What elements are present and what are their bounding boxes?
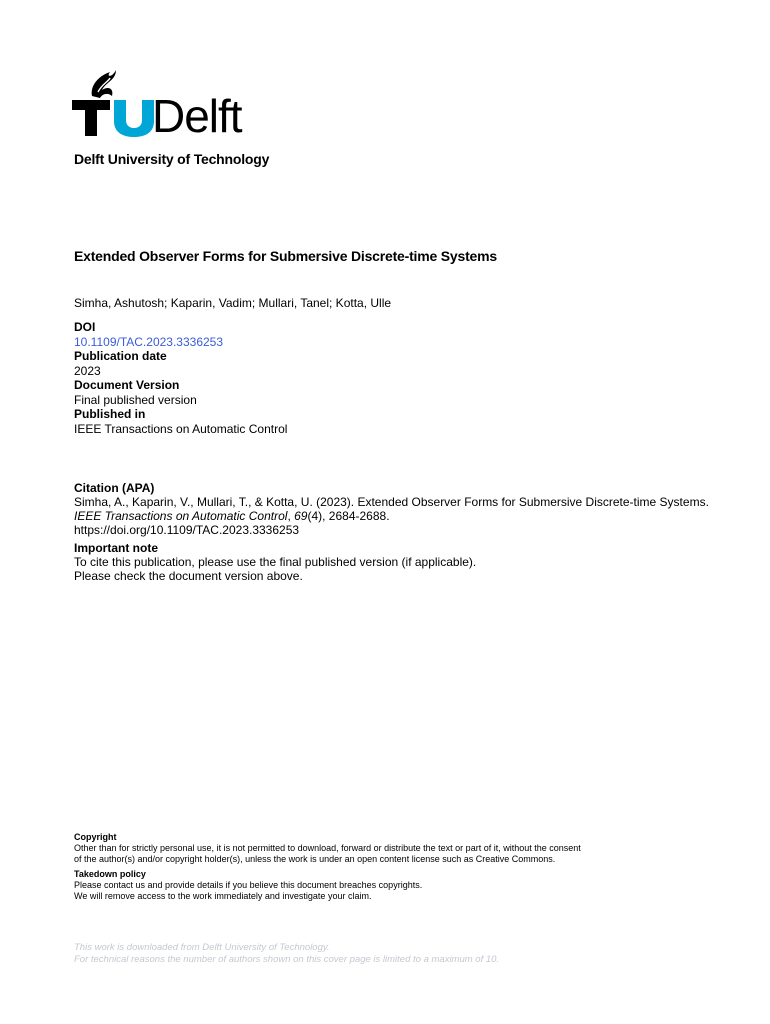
citation-url[interactable]: https://doi.org/10.1109/TAC.2023.3336253	[74, 523, 300, 537]
copyright-label: Copyright	[74, 832, 117, 842]
takedown-line: We will remove access to the work immediately and investigate your claim.	[74, 891, 372, 901]
document-version-label: Document Version	[74, 378, 180, 392]
footer-line: For technical reasons the number of authors shown on this cover page is limited to a maximum of 10.	[74, 954, 500, 965]
copyright-section	[74, 832, 714, 865]
citation-volume: 69	[294, 509, 308, 523]
organization-name: Delft University of Technology	[74, 151, 270, 167]
important-note-line: Please check the document version above.	[74, 569, 303, 583]
citation-label: Citation (APA)	[74, 481, 155, 495]
published-in-label: Published in	[74, 407, 146, 421]
citation-text	[74, 495, 714, 523]
important-note-label: Important note	[74, 541, 158, 555]
important-note-section	[74, 541, 714, 583]
doi-link[interactable]: 10.1109/TAC.2023.3336253	[74, 334, 224, 349]
takedown-section	[74, 869, 714, 902]
copyright-line: Other than for strictly personal use, it is not permitted to download, forward or distribute the text or part of it, without the consent	[74, 843, 581, 853]
download-footer	[74, 942, 499, 966]
published-in-value: IEEE Transactions on Automatic Control	[74, 421, 288, 436]
document-version-value: Final published version	[74, 392, 197, 407]
publication-date-value: 2023	[74, 363, 101, 378]
citation-issue-pages: (4), 2684-2688.	[307, 509, 390, 523]
document-title: Extended Observer Forms for Submersive Discrete-time Systems	[74, 248, 497, 264]
document-metadata	[74, 320, 287, 436]
citation-authors-title: Simha, A., Kaparin, V., Mullari, T., & Kotta, U. (2023). Extended Observer Forms for Submersive Discrete-time Systems.	[74, 495, 709, 509]
footer-line: This work is downloaded from Delft University of Technology.	[74, 942, 330, 953]
tudelft-logo	[72, 66, 262, 140]
publication-date-label: Publication date	[74, 349, 167, 363]
copyright-line: of the author(s) and/or copyright holder(s), unless the work is under an open content license such as Creative Commons.	[74, 854, 556, 864]
important-note-line: To cite this publication, please use the final published version (if applicable).	[74, 555, 477, 569]
takedown-label: Takedown policy	[74, 869, 146, 879]
logo-wordmark: Delft	[152, 90, 242, 142]
document-authors: Simha, Ashutosh; Kaparin, Vadim; Mullari, Tanel; Kotta, Ulle	[74, 296, 392, 310]
citation-journal: IEEE Transactions on Automatic Control	[74, 509, 288, 523]
doi-label: DOI	[74, 320, 96, 334]
takedown-line: Please contact us and provide details if you believe this document breaches copyrights.	[74, 880, 423, 890]
citation-section	[74, 481, 714, 537]
citation-separator: ,	[287, 509, 295, 523]
